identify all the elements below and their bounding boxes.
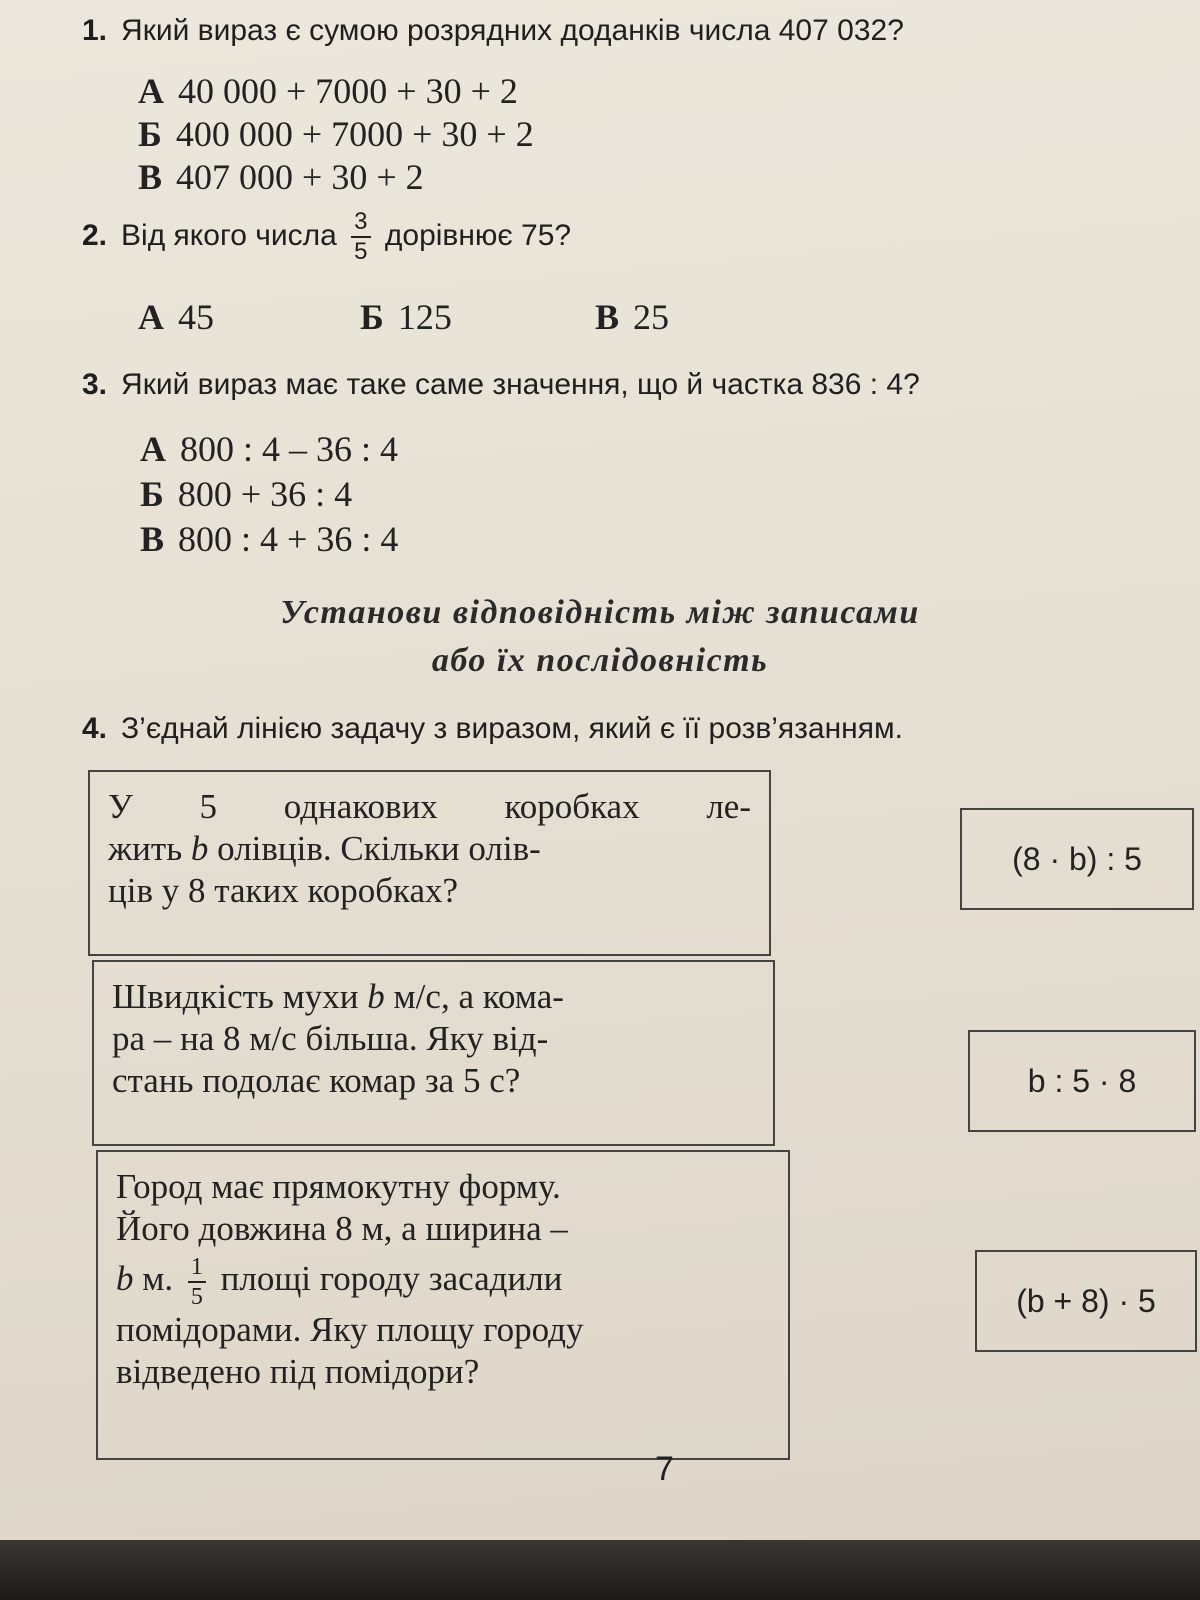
dark-background-edge [0, 1540, 1200, 1600]
task-3-line-5: відведено під помідори? [116, 1351, 480, 1391]
task-1-word: коробках [504, 787, 640, 826]
fraction-denominator: 5 [190, 1283, 203, 1310]
option-text: 40 000 + 7000 + 30 + 2 [178, 71, 518, 111]
task-3-line-2: Його довжина 8 м, а ширина – [116, 1209, 568, 1248]
option-text: 25 [633, 297, 670, 337]
option-text: 45 [178, 297, 214, 337]
option-letter: В [138, 157, 163, 197]
question-1-option-c [138, 156, 424, 198]
question-1-number: 1. [82, 14, 108, 47]
expression-box-3: (b + 8) · 5 [975, 1250, 1197, 1352]
option-letter: Б [140, 474, 164, 514]
question-1-option-a [138, 70, 518, 112]
section-heading-line-1: Установи відповідність між записами [280, 594, 920, 631]
question-4-heading [82, 712, 903, 746]
question-3-option-b [140, 473, 352, 515]
task-3-line-4: помідорами. Яку площу городу [116, 1309, 584, 1349]
question-3-option-c [140, 518, 398, 560]
option-text: 407 000 + 30 + 2 [176, 157, 424, 197]
task-1-text: жить [108, 829, 183, 868]
task-1-word: ле- [706, 787, 751, 826]
question-3-option-a [140, 428, 398, 470]
task-2-text: Швидкість мухи [112, 977, 359, 1016]
task-2-line-1 [112, 976, 755, 1018]
task-1-word: однакових [283, 787, 438, 826]
option-text: 800 : 4 + 36 : 4 [178, 519, 399, 559]
option-letter: В [140, 519, 165, 559]
task-box-1 [88, 770, 771, 956]
option-text: 400 000 + 7000 + 30 + 2 [175, 114, 534, 154]
task-2-text: м/с, а кома- [393, 977, 564, 1016]
question-2-number: 2. [82, 218, 108, 252]
question-2-text-after: дорівнює 75? [384, 218, 572, 252]
question-3-number: 3. [82, 368, 108, 401]
task-1-word: 5 [199, 787, 218, 826]
task-3-fraction [188, 1255, 206, 1309]
option-text: 800 : 4 – 36 : 4 [180, 429, 399, 469]
question-4-number: 4. [82, 712, 108, 745]
task-3-line-1: Город має прямокутну форму. [116, 1167, 561, 1206]
variable-b: b [116, 1259, 134, 1298]
question-1-heading [82, 14, 904, 48]
section-heading-line-2: або їх послідовність [431, 642, 769, 679]
task-1-line-2 [108, 828, 751, 870]
question-2-text-before: Від якого числа [121, 218, 337, 252]
task-2-line-3: стань подолає комар за 5 с? [112, 1061, 521, 1100]
option-text: 800 + 36 : 4 [177, 474, 353, 514]
task-1-line-1 [108, 786, 751, 828]
option-letter: В [595, 297, 620, 337]
task-2-line-2: ра – на 8 м/с більша. Яку від- [112, 1019, 549, 1058]
question-2-option-a [138, 296, 214, 338]
fraction-numerator: 1 [188, 1255, 206, 1283]
task-3-text: площі городу засадили [220, 1259, 563, 1298]
option-text: 125 [397, 297, 452, 337]
option-letter: А [138, 297, 164, 337]
task-1-word: У [108, 787, 133, 826]
task-3-text: м. [142, 1259, 174, 1298]
task-box-2 [92, 960, 775, 1146]
question-4-text: З’єднай лінією задачу з виразом, який є її розв’язанням. [121, 712, 903, 745]
option-letter: Б [360, 297, 384, 337]
expression-box-2: b : 5 · 8 [968, 1030, 1196, 1132]
question-2-option-b [360, 296, 452, 338]
expression-box-1: (8 · b) : 5 [960, 808, 1194, 910]
question-2-heading [82, 210, 571, 264]
question-1-text: Який вираз є сумою розрядних доданків числа 407 032? [121, 14, 904, 47]
question-3-heading [82, 368, 920, 402]
task-box-3 [96, 1150, 790, 1460]
question-3-text: Який вираз має таке саме значення, що й частка 836 : 4? [121, 368, 920, 401]
question-2-fraction [351, 210, 370, 264]
task-1-text: олівців. Скільки олів- [217, 829, 541, 868]
variable-b: b [190, 829, 209, 868]
fraction-numerator: 3 [351, 210, 370, 238]
question-1-option-b [138, 113, 534, 155]
question-2-option-c [595, 296, 669, 338]
fraction-denominator: 5 [354, 238, 368, 265]
option-letter: А [140, 429, 166, 469]
variable-b: b [367, 977, 385, 1016]
option-letter: А [138, 71, 164, 111]
task-3-line-3 [116, 1250, 770, 1309]
option-letter: Б [138, 114, 162, 154]
page-number: 7 [655, 1450, 674, 1488]
task-1-line-3: ців у 8 таких коробках? [108, 871, 459, 910]
